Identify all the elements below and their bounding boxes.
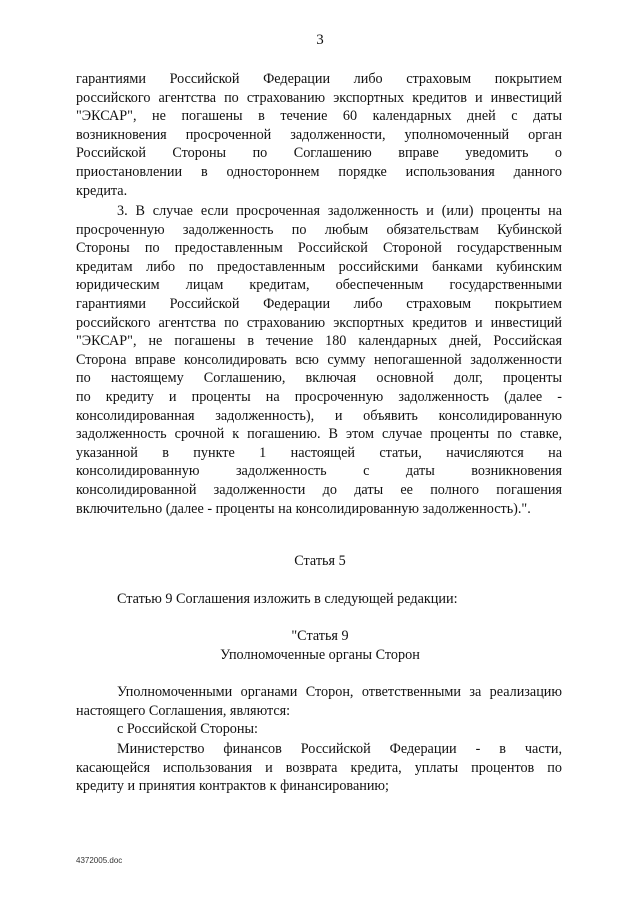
text-line: приостановлении в одностороннем порядке использования данного: [76, 163, 562, 180]
text-line: просроченную задолженность по любым обязательствам Кубинской: [76, 221, 562, 238]
text-line: касающейся использования и возврата кредита, уплаты процентов по: [76, 759, 562, 776]
text-line: включительно (далее - проценты на консолидированную задолженность).".: [76, 500, 531, 517]
text-line: возникновения просроченной задолженности, уполномоченный орган: [76, 126, 562, 143]
text-line: консолидированной задолженности до даты ее полного погашения: [76, 481, 562, 498]
paragraph-continuation: [76, 70, 562, 200]
text-line: консолидированная задолженность), и объявить консолидированную: [76, 407, 562, 424]
text-line: кредиту и принятия контрактов к финансированию;: [76, 778, 389, 795]
text-line: Министерство финансов Российской Федерации - в части,: [117, 741, 562, 757]
text-line: Уполномоченными органами Сторон, ответственными за реализацию: [117, 684, 562, 700]
authorities-intro-paragraph: [76, 683, 562, 739]
clause-3-paragraph: [76, 202, 562, 518]
page-number: 3: [316, 32, 324, 48]
ministry-paragraph: [76, 740, 562, 796]
text-line: гарантиями Российской Федерации либо страховым покрытием: [76, 295, 562, 312]
article-5-text: [76, 590, 562, 609]
quoted-article-title: Уполномоченные органы Сторон: [220, 647, 420, 663]
text-line: кредита.: [76, 182, 128, 199]
russian-side-label: с Российской Стороны:: [117, 721, 258, 738]
text-line: задолженность срочной к погашению. В этом случае проценты по ставке,: [76, 426, 562, 443]
article-5-heading: Статья 5: [294, 553, 346, 569]
text-line: 3. В случае если просроченная задолженность и (или) проценты на: [117, 203, 562, 219]
text-line: указанной в пункте 1 настоящей статьи, начисляются на: [76, 444, 562, 461]
text-line: "ЭКСАР", не погашены в течение 60 календарных дней с даты: [76, 108, 562, 125]
text-line: "ЭКСАР", не погашены в течение 180 календарных дней, Российская: [76, 333, 562, 350]
text-line: по кредиту и проценты на просроченную задолженность (далее -: [76, 388, 562, 405]
text-line: по настоящему Соглашению, включая основной долг, проценты: [76, 370, 562, 387]
text-line: Стороны по предоставленным Российской Стороной государственным: [76, 240, 562, 257]
text-line: юридическим лицам кредитам, обеспеченным государственными: [76, 277, 562, 294]
footer-doc-id: 4372005.doc: [76, 856, 123, 865]
text-line: российского агентства по страхованию экспортных кредитов и инвестиций: [76, 89, 562, 106]
text-line: консолидированную задолженность с даты возникновения: [76, 463, 562, 480]
text-line: Российской Стороны по Соглашению вправе уведомить о: [76, 145, 562, 162]
text-line: Статью 9 Соглашения изложить в следующей редакции:: [117, 591, 458, 607]
quoted-article-heading: "Статья 9: [291, 628, 349, 644]
text-line: кредитам либо по предоставленным российскими банками кубинским: [76, 258, 562, 275]
text-line: российского агентства по страхованию экспортных кредитов и инвестиций: [76, 314, 562, 331]
text-line: Сторона вправе консолидировать всю сумму непогашенной задолженности: [76, 351, 562, 368]
text-line: гарантиями Российской Федерации либо страховым покрытием: [76, 71, 562, 87]
text-line: настоящего Соглашения, являются:: [76, 702, 291, 719]
